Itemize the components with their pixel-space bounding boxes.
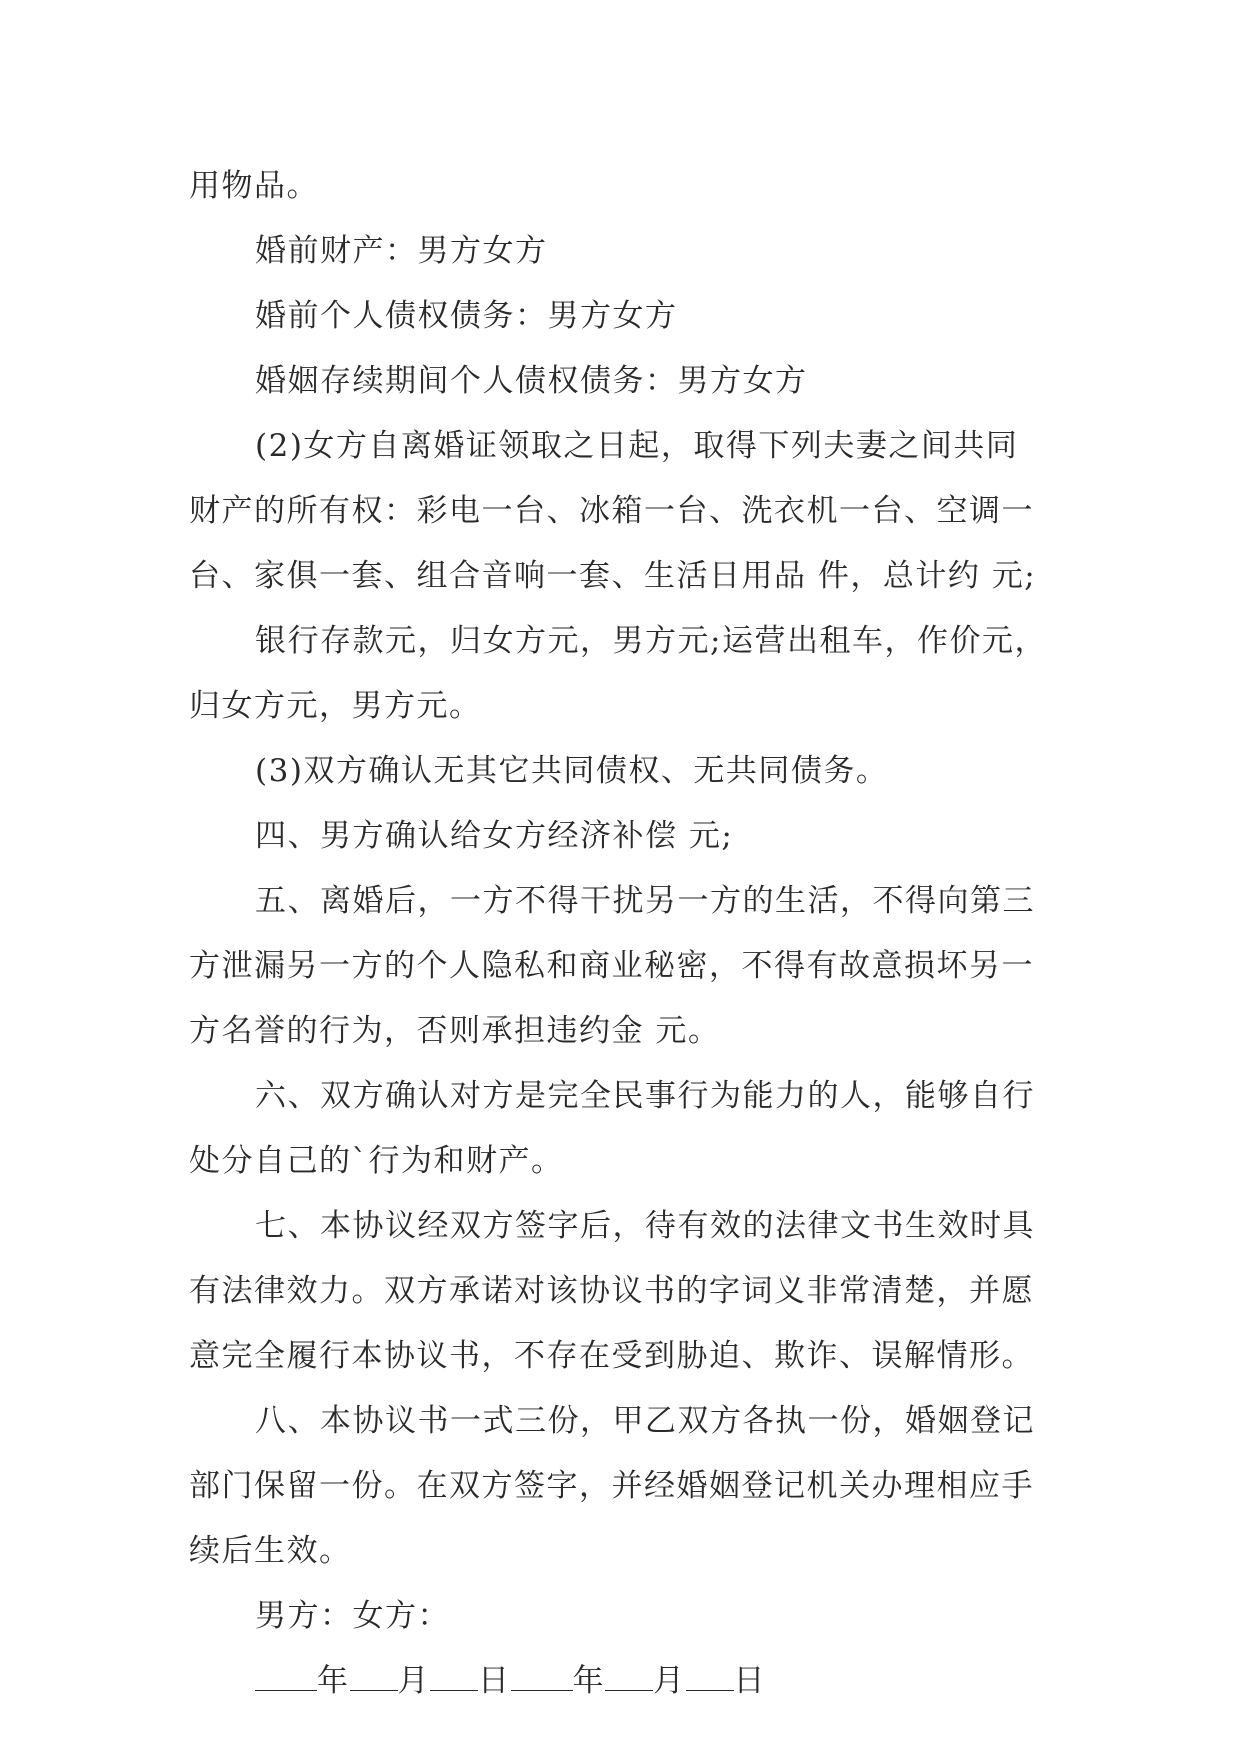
day-label: 日 xyxy=(478,1663,511,1699)
text-line: 四、男方确认给女方经济补偿 元; xyxy=(255,818,734,854)
agreement-text xyxy=(189,154,1049,1714)
text-line: (3)双方确认无其它共同债权、无共同债务。 xyxy=(255,753,889,789)
text-line: 方泄漏另一方的个人隐私和商业秘密，不得有故意损坏另一 xyxy=(189,948,1034,984)
text-line: 归女方元，男方元。 xyxy=(189,688,482,724)
month-label: 月 xyxy=(653,1663,686,1699)
text-line: 有法律效力。双方承诺对该协议书的字词义非常清楚，并愿 xyxy=(189,1273,1034,1309)
day-blank xyxy=(686,1660,734,1691)
text-line: 台、家俱一套、组合音响一套、生活日用品 件，总计约 元; xyxy=(189,558,1037,594)
month-blank xyxy=(350,1660,398,1691)
text-line: 六、双方确认对方是完全民事行为能力的人，能够自行 xyxy=(255,1078,1035,1114)
month-blank xyxy=(605,1660,653,1691)
text-line: 续后生效。 xyxy=(189,1533,352,1569)
text-line: 银行存款元，归女方元，男方元;运营出租车，作价元， xyxy=(255,623,1047,659)
month-label: 月 xyxy=(397,1663,430,1699)
year-blank xyxy=(255,1660,317,1691)
year-label: 年 xyxy=(317,1663,350,1699)
date-line xyxy=(189,1649,1049,1714)
text-line: 七、本协议经双方签字后，待有效的法律文书生效时具 xyxy=(255,1208,1035,1244)
text-line: 财产的所有权：彩电一台、冰箱一台、洗衣机一台、空调一 xyxy=(189,493,1034,529)
text-line: (2)女方自离婚证领取之日起，取得下列夫妻之间共同 xyxy=(255,428,1019,464)
text-line: 方名誉的行为，否则承担违约金 元。 xyxy=(189,1013,721,1049)
text-line: 意完全履行本协议书，不存在受到胁迫、欺诈、误解情形。 xyxy=(189,1338,1034,1374)
text-line: 婚前财产：男方女方 xyxy=(255,233,548,269)
text-line: 用物品。 xyxy=(189,168,319,204)
day-label: 日 xyxy=(733,1663,766,1699)
signature-line: 男方：女方： xyxy=(255,1598,450,1634)
day-blank xyxy=(430,1660,478,1691)
text-line: 部门保留一份。在双方签字，并经婚姻登记机关办理相应手 xyxy=(189,1468,1034,1504)
text-line: 五、离婚后，一方不得干扰另一方的生活，不得向第三 xyxy=(255,883,1035,919)
text-line: 婚前个人债权债务：男方女方 xyxy=(255,298,678,334)
text-line: 八、本协议书一式三份，甲乙双方各执一份，婚姻登记 xyxy=(255,1403,1035,1439)
year-label: 年 xyxy=(572,1663,605,1699)
year-blank xyxy=(511,1660,573,1691)
text-line: 处分自己的`行为和财产。 xyxy=(189,1143,564,1179)
text-line: 婚姻存续期间个人债权债务：男方女方 xyxy=(255,363,808,399)
